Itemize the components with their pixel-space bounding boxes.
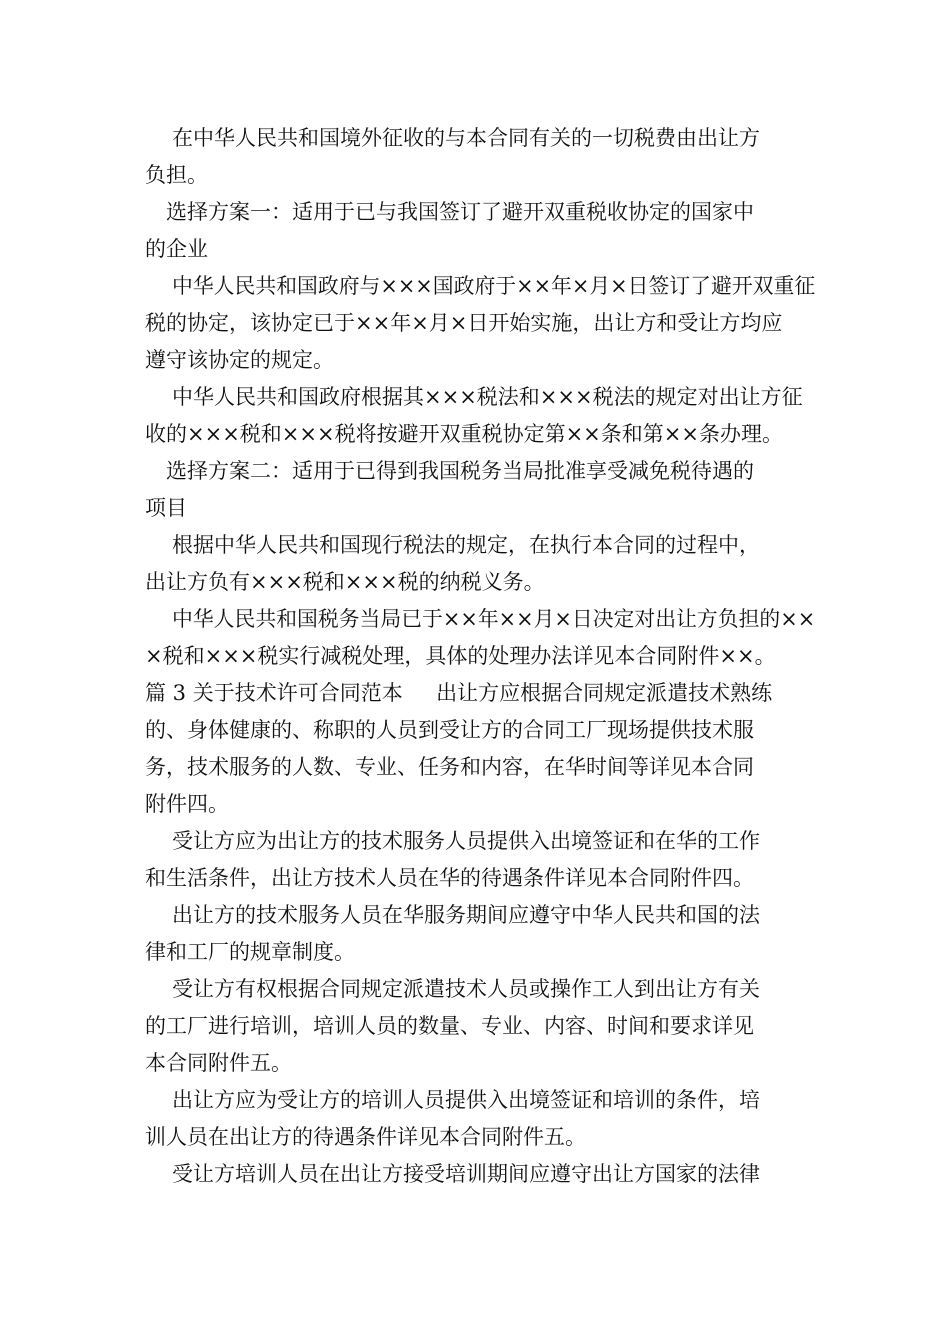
text-line: 选择方案二：适用于已得到我国税务当局批准享受减免税待遇的 — [166, 459, 754, 483]
text-line: 受让方培训人员在出让方接受培训期间应遵守出让方国家的法律 — [172, 1162, 760, 1186]
text-line: 受让方有权根据合同规定派遣技术人员或操作工人到出让方有关 — [172, 977, 760, 1001]
text-line: 律和工厂的规章制度。 — [145, 940, 355, 964]
text-line: 在中华人民共和国境外征收的与本合同有关的一切税费由出让方 — [172, 126, 760, 150]
text-line: 务，技术服务的人数、专业、任务和内容，在华时间等详见本合同 — [145, 755, 754, 779]
text-line: 的工厂进行培训，培训人员的数量、专业、内容、时间和要求详见 — [145, 1014, 754, 1038]
text-line: 的、身体健康的、称职的人员到受让方的合同工厂现场提供技术服 — [145, 718, 754, 742]
text-line: 中华人民共和国政府与×××国政府于××年×月×日签订了避开双重征 — [172, 274, 816, 298]
text-line: 受让方应为出让方的技术服务人员提供入出境签证和在华的工作 — [172, 829, 760, 853]
text-line: 本合同附件五。 — [145, 1051, 292, 1075]
text-line: 项目 — [145, 496, 187, 520]
text-line: 出让方的技术服务人员在华服务期间应遵守中华人民共和国的法 — [172, 903, 760, 927]
text-line: 和生活条件，出让方技术人员在华的待遇条件详见本合同附件四。 — [145, 866, 754, 890]
text-line: 遵守该协定的规定。 — [145, 348, 334, 372]
text-line: 中华人民共和国政府根据其×××税法和×××税法的规定对出让方征 — [172, 385, 803, 409]
text-line: 根据中华人民共和国现行税法的规定，在执行本合同的过程中， — [172, 533, 760, 557]
text-line: 税的协定，该协定已于××年×月×日开始实施，出让方和受让方均应 — [145, 311, 783, 335]
text-line: 选择方案一：适用于已与我国签订了避开双重税收协定的国家中 — [166, 200, 754, 224]
text-line: 篇 3 关于技术许可合同范本 出让方应根据合同规定派遣技术熟练 — [145, 681, 773, 705]
text-line: 中华人民共和国税务当局已于××年××月×日决定对出让方负担的×× — [172, 607, 816, 631]
text-line: 的企业 — [145, 237, 208, 261]
text-line: 收的×××税和×××税将按避开双重税协定第××条和第××条办理。 — [145, 422, 783, 446]
text-line: 附件四。 — [145, 792, 229, 816]
text-line: 负担。 — [145, 163, 208, 187]
text-line: 训人员在出让方的待遇条件详见本合同附件五。 — [145, 1125, 586, 1149]
text-line: 出让方应为受让方的培训人员提供入出境签证和培训的条件，培 — [172, 1088, 760, 1112]
text-line: 出让方负有×××税和×××税的纳税义务。 — [145, 570, 545, 594]
text-line: ×税和×××税实行减税处理，具体的处理办法详见本合同附件××。 — [145, 644, 776, 668]
